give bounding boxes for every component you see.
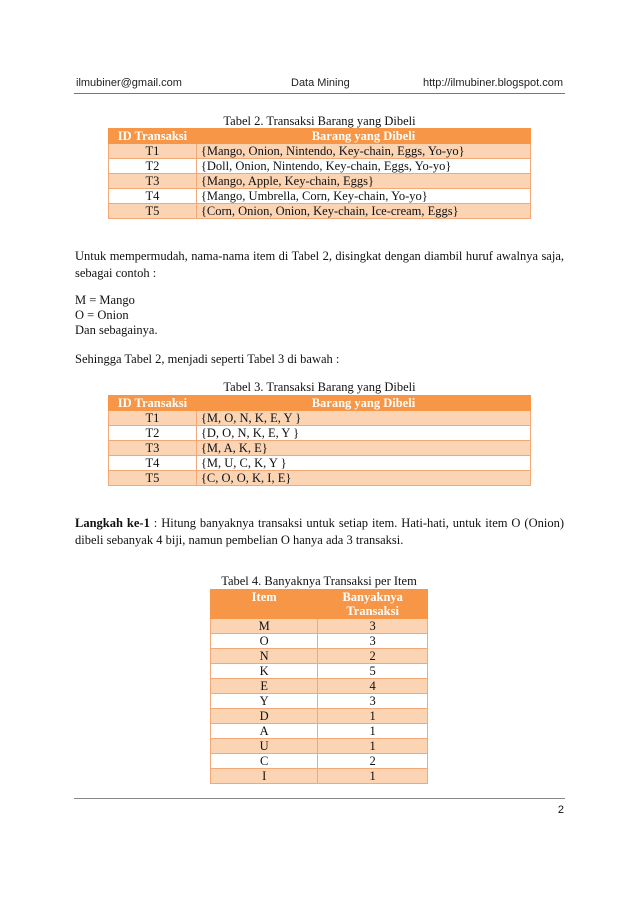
table4-cell-count: 1 [318,739,428,754]
table4-cell-count: 1 [318,709,428,724]
table2-header-id: ID Transaksi [109,129,197,144]
table4-cell-item: D [211,709,318,724]
table4-cell-item: C [211,754,318,769]
example-etc: Dan sebagainya. [75,323,158,337]
table-row [109,144,531,159]
step1-text: : Hitung banyaknya transaksi untuk setiap item. Hati-hati, untuk item O (Onion) dibeli sebanyak 4 biji, namun pembelian O hanya ada 3 transaksi. [75,516,564,547]
table-row [211,769,428,784]
page-header [74,75,565,94]
table4-cell-count: 2 [318,754,428,769]
table4 [210,589,428,784]
table-row [211,724,428,739]
table4-cell-item: E [211,679,318,694]
table3-cell-id: T4 [109,456,197,471]
header-title: Data Mining [291,77,350,89]
table2-cell-items: {Doll, Onion, Nintendo, Key-chain, Eggs, Yo-yo} [196,159,530,174]
intro-paragraph: Untuk mempermudah, nama-nama item di Tabel 2, disingkat dengan diambil huruf awalnya saja, sebagai contoh : [75,249,564,280]
table-row [109,189,531,204]
step1-label: Langkah ke-1 [75,516,150,530]
table-row [109,456,531,471]
table4-cell-count: 5 [318,664,428,679]
table2-header-items: Barang yang Dibeli [196,129,530,144]
table4-cell-item: U [211,739,318,754]
table-row [109,411,531,426]
table4-cell-item: N [211,649,318,664]
table-row [211,619,428,634]
step1-paragraph [75,515,564,549]
table2-caption: Tabel 2. Transaksi Barang yang Dibeli [223,114,416,128]
table4-cell-item: Y [211,694,318,709]
table-row [109,174,531,189]
table3-cell-id: T5 [109,471,197,486]
table2-cell-items: {Mango, Apple, Key-chain, Eggs} [196,174,530,189]
table4-cell-count: 3 [318,619,428,634]
table3-cell-items: {M, A, K, E} [196,441,530,456]
table-row [109,426,531,441]
table2-cell-id: T1 [109,144,197,159]
example-onion: O = Onion [75,308,129,322]
table-row [109,159,531,174]
table4-cell-item: O [211,634,318,649]
example-mango: M = Mango [75,293,135,307]
table-row [211,679,428,694]
table2 [108,128,531,219]
table3-cell-items: {M, U, C, K, Y } [196,456,530,471]
table4-cell-item: M [211,619,318,634]
table2-cell-items: {Mango, Onion, Nintendo, Key-chain, Eggs, Yo-yo} [196,144,530,159]
table3-caption: Tabel 3. Transaksi Barang yang Dibeli [223,380,416,394]
table2-cell-id: T3 [109,174,197,189]
table4-header-item: Item [211,590,318,619]
table4-cell-count: 2 [318,649,428,664]
table-row [211,634,428,649]
table3-cell-items: {M, O, N, K, E, Y } [196,411,530,426]
table4-cell-item: K [211,664,318,679]
table-row [211,739,428,754]
table4-header-count [318,590,428,619]
table-row [109,471,531,486]
table4-header-count-line2: Transaksi [346,604,399,618]
table4-header-count-line1: Banyaknya [342,590,403,604]
table-row [109,441,531,456]
table3-cell-id: T2 [109,426,197,441]
transition-paragraph: Sehingga Tabel 2, menjadi seperti Tabel 3 di bawah : [75,352,340,366]
table-row [211,754,428,769]
table2-cell-items: {Mango, Umbrella, Corn, Key-chain, Yo-yo} [196,189,530,204]
header-email: ilmubiner@gmail.com [76,77,182,89]
table4-cell-count: 1 [318,769,428,784]
table4-cell-count: 3 [318,634,428,649]
footer-divider [74,798,565,799]
table-row [109,204,531,219]
table3-cell-items: {D, O, N, K, E, Y } [196,426,530,441]
table4-cell-count: 3 [318,694,428,709]
page-number: 2 [557,804,564,816]
table4-cell-count: 1 [318,724,428,739]
table4-caption: Tabel 4. Banyaknya Transaksi per Item [221,574,417,588]
table-row [211,664,428,679]
table2-cell-id: T5 [109,204,197,219]
table3-cell-id: T1 [109,411,197,426]
table4-cell-item: I [211,769,318,784]
table2-cell-items: {Corn, Onion, Onion, Key-chain, Ice-cream, Eggs} [196,204,530,219]
table3-cell-id: T3 [109,441,197,456]
table-row [211,649,428,664]
header-url: http://ilmubiner.blogspot.com [422,77,563,89]
table-row [211,709,428,724]
table3-header-id: ID Transaksi [109,396,197,411]
table2-cell-id: T4 [109,189,197,204]
table3-header-items: Barang yang Dibeli [196,396,530,411]
table-row [211,694,428,709]
table4-cell-item: A [211,724,318,739]
table2-cell-id: T2 [109,159,197,174]
table4-cell-count: 4 [318,679,428,694]
table3 [108,395,531,486]
table3-cell-items: {C, O, O, K, I, E} [196,471,530,486]
